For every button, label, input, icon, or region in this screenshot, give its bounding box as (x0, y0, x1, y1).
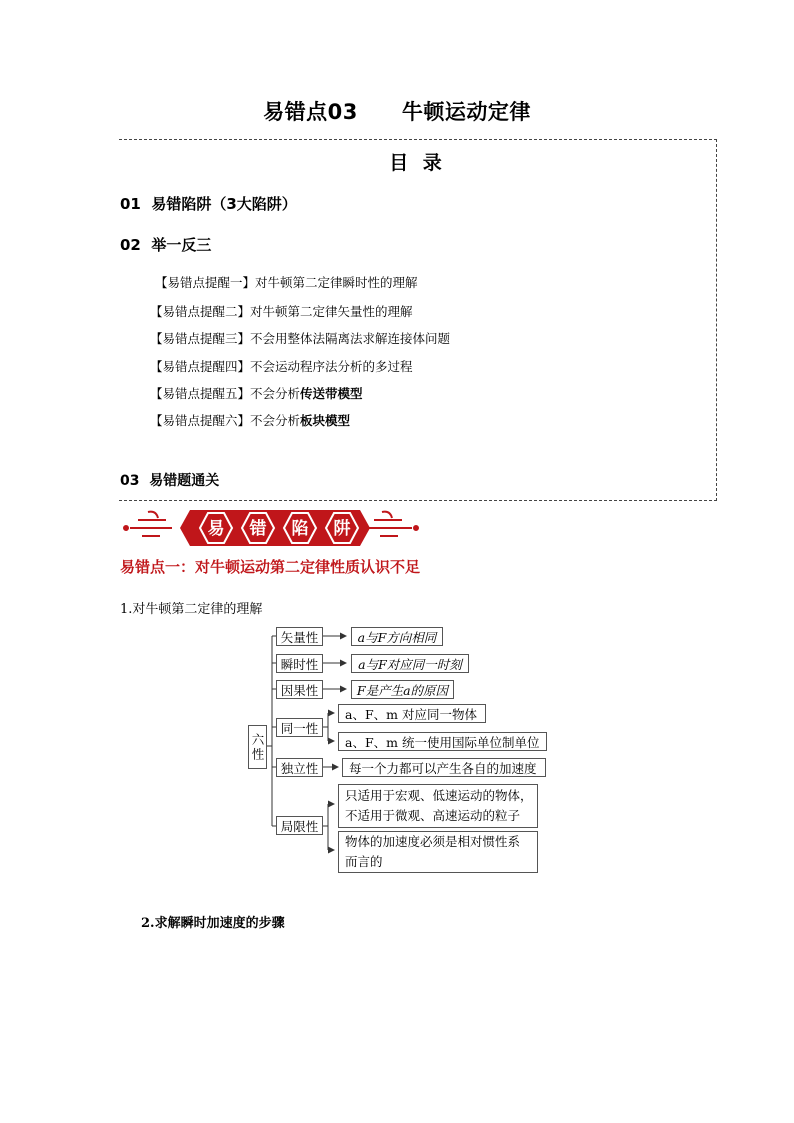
diagram-leaf: a与F对应同一时刻 (351, 654, 469, 673)
diagram-node: 局限性 (276, 816, 323, 835)
toc-item-tag: 【易错点提醒三】 (150, 331, 251, 346)
diagram-leaf (338, 784, 538, 828)
diagram-leaf-line: 只适用于宏观、低速运动的物体， (345, 788, 533, 803)
diagram-leaf-line: 物体的加速度必须是相对惯性系 (345, 834, 521, 849)
toc-item-text: 不会用整体法隔离法求解连接体问题 (250, 331, 451, 346)
toc-section-num: 01 (120, 195, 141, 213)
toc-item-tag: 【易错点提醒二】 (150, 304, 251, 319)
toc-section-num: 02 (120, 236, 141, 254)
toc-item-bold: 板块模型 (300, 413, 351, 428)
diagram-leaf (338, 831, 538, 873)
toc-item-text: 对牛顿第二定律矢量性的理解 (250, 304, 413, 319)
toc-section-num: 03 (120, 473, 140, 489)
banner-char: 陷 (291, 519, 309, 539)
toc-heading: 目 录 (389, 152, 446, 174)
diagram-node: 因果性 (276, 680, 323, 699)
title-topic: 牛顿运动定律 (401, 100, 531, 124)
diagram-leaf: a、F、m 对应同一物体 (338, 704, 486, 723)
toc-item-text: 不会运动程序法分析的多过程 (250, 359, 413, 374)
diagram-root (248, 725, 267, 769)
title-code: 易错点03 (263, 100, 358, 124)
banner-char: 易 (207, 519, 225, 539)
toc-item-tag: 【易错点提醒六】 (150, 413, 251, 428)
diagram-root-label: 六性 (250, 732, 265, 762)
banner-char: 阱 (333, 519, 351, 539)
toc-item-text: 不会分析 (250, 386, 301, 401)
paragraph-2: 2.求解瞬时加速度的步骤 (141, 916, 285, 931)
diagram-leaf-line: 不适用于微观、高速运动的粒子 (345, 808, 521, 823)
paragraph-1: 1.对牛顿第二定律的理解 (120, 602, 263, 617)
diagram-node: 矢量性 (276, 627, 323, 646)
toc-item-text: 对牛顿第二定律瞬时性的理解 (255, 275, 418, 290)
diagram-leaf-line: 而言的 (345, 854, 383, 869)
diagram-leaf: F是产生a的原因 (351, 680, 454, 699)
toc-item-text: 不会分析 (250, 413, 301, 428)
section-heading: 易错点一：对牛顿运动第二定律性质认识不足 (120, 558, 421, 576)
diagram-node: 独立性 (276, 758, 323, 777)
toc-item-tag: 【易错点提醒四】 (150, 359, 251, 374)
diagram-leaf: a、F、m 统一使用国际单位制单位 (338, 732, 547, 751)
toc-section-label: 易错陷阱（3大陷阱） (151, 195, 297, 213)
toc-item-bold: 传送带模型 (300, 386, 363, 401)
toc-item-tag: 【易错点提醒五】 (150, 386, 251, 401)
diagram-leaf: a与F方向相同 (351, 627, 443, 646)
toc-section-label: 举一反三 (151, 236, 212, 254)
diagram-leaf: 每一个力都可以产生各自的加速度 (342, 758, 546, 777)
toc-section-label: 易错题通关 (149, 473, 220, 489)
diagram-node: 瞬时性 (276, 654, 323, 673)
diagram-node: 同一性 (276, 718, 323, 737)
banner-char: 错 (249, 519, 267, 539)
toc-item-tag: 【易错点提醒一】 (155, 275, 256, 290)
